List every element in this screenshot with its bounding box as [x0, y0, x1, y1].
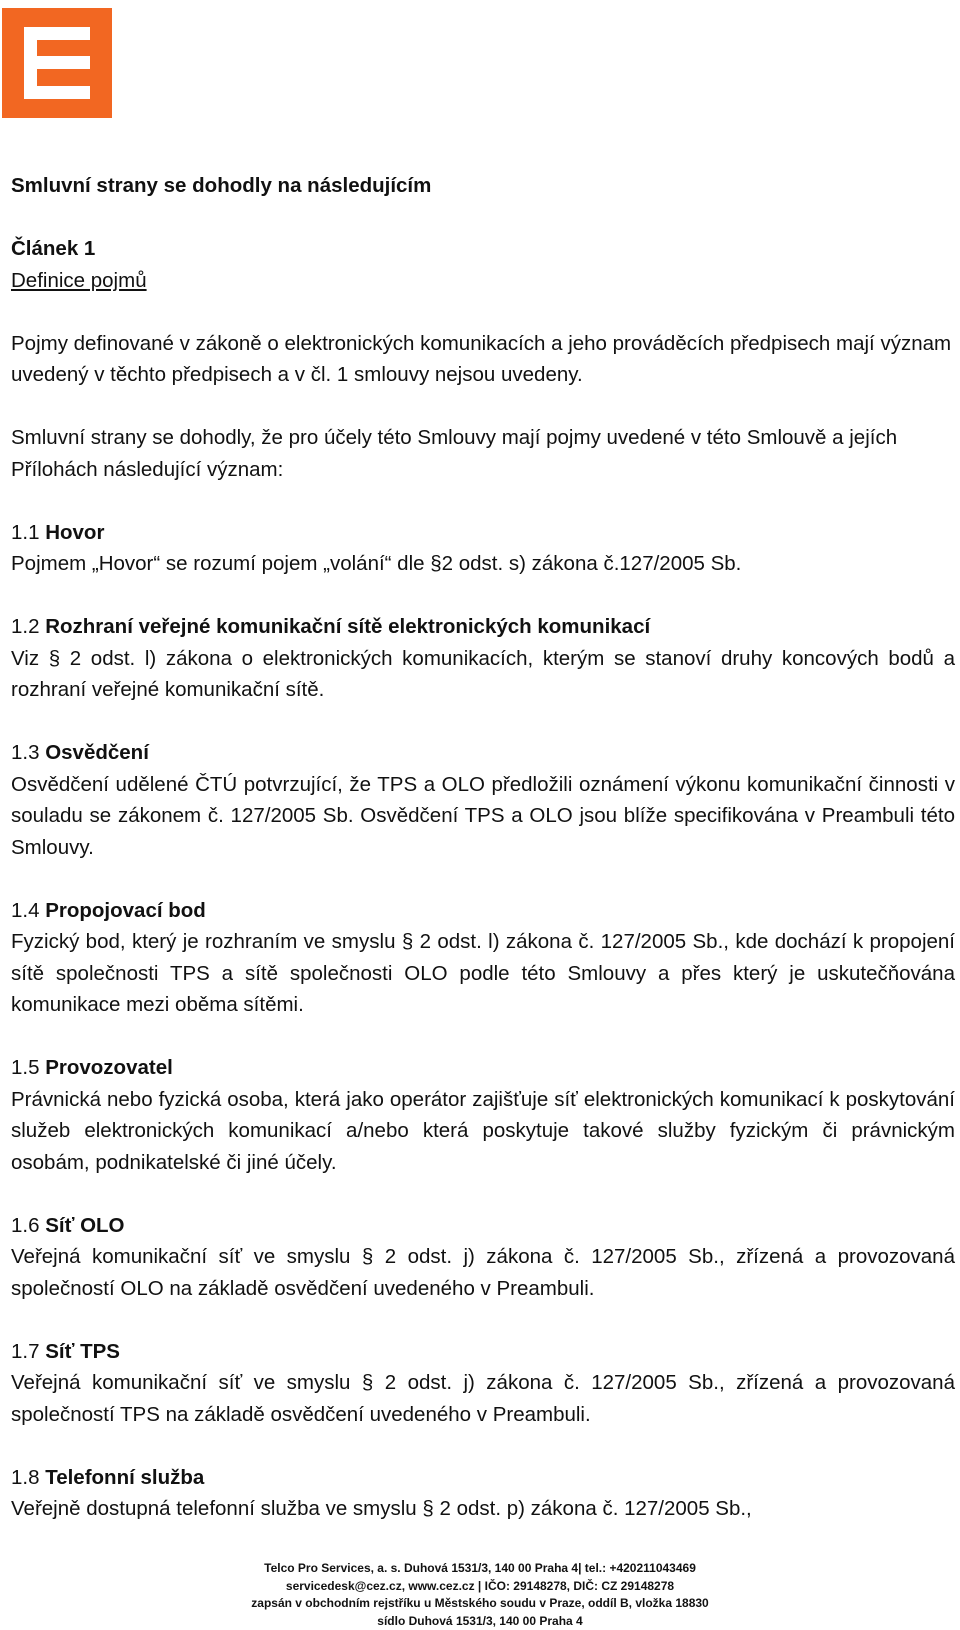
definition-number: 1.8: [11, 1465, 40, 1489]
definition-text: Fyzický bod, který je rozhraním ve smyslu § 2 odst. l) zákona č. 127/2005 Sb., kde dochází k propojení sítě společnosti TPS a sítě společnosti OLO podle této Smlouvy a přes který je uskutečňována komunikace mezi oběma sítěmi.: [11, 930, 955, 1016]
definition-term: Síť TPS: [45, 1339, 120, 1363]
definition-term: Telefonní služba: [45, 1465, 205, 1489]
definition-text: Osvědčení udělené ČTÚ potvrzující, že TPS a OLO předložili oznámení výkonu komunikační činnosti v souladu se zákonem č. 127/2005 Sb. Osvědčení TPS a OLO jsou blíže specifikována v Preambuli této Smlouvy.: [11, 772, 955, 859]
definition-term: Hovor: [45, 520, 105, 544]
article-paragraph-2: Smluvní strany se dohodly, že pro účely této Smlouvy mají pojmy uvedené v této Smlouvě a jejích Přílohách následující význam:: [11, 426, 898, 481]
definition-term: Provozovatel: [45, 1056, 173, 1079]
article-paragraph-1: Pojmy definované v zákoně o elektronických komunikacích a jeho prováděcích předpisech mají význam uvedený v těchto předpisech a v čl. 1 smlouvy nejsou uvedeny.: [11, 331, 952, 386]
page-footer: [0, 1560, 960, 1630]
document-body: [11, 170, 955, 1525]
intro-title: Smluvní strany se dohodly na následujícím: [11, 174, 432, 197]
definition-term: Osvědčení: [45, 741, 149, 764]
definition-number: 1.5: [11, 1056, 40, 1079]
definition-1-1: [11, 517, 955, 580]
definition-term: Síť OLO: [45, 1213, 125, 1237]
definition-1-4: [11, 895, 955, 1021]
definition-number: 1.6: [11, 1213, 40, 1237]
definition-text: Veřejná komunikační síť ve smyslu § 2 odst. j) zákona č. 127/2005 Sb., zřízená a provozovaná společností TPS na základě osvědčení uvedeného v Preambuli.: [11, 1371, 955, 1426]
definition-number: 1.4: [11, 898, 40, 922]
article-number: Článek 1: [11, 237, 96, 260]
definition-1-6: [11, 1210, 955, 1305]
article-subtitle: Definice pojmů: [11, 268, 147, 292]
footer-line-seat: sídlo Duhová 1531/3, 140 00 Praha 4: [377, 1613, 583, 1628]
definition-1-8: [11, 1462, 955, 1525]
definition-text: Právnická nebo fyzická osoba, která jako operátor zajišťuje síť elektronických komunikací k poskytování služeb elektronických komunikací a/nebo která poskytuje takové služby fyzickým či právnickým osobám, podnikatelské či jiné účely.: [11, 1087, 955, 1174]
footer-line-contact: servicedesk@cez.cz, www.cez.cz | IČO: 29148278, DIČ: CZ 29148278: [285, 1578, 675, 1593]
definition-number: 1.2: [11, 615, 40, 638]
definition-number: 1.1: [11, 520, 40, 544]
definition-number: 1.7: [11, 1339, 40, 1363]
definition-text: Veřejně dostupná telefonní služba ve smyslu § 2 odst. p) zákona č. 127/2005 Sb.,: [11, 1497, 752, 1520]
definition-text: Viz § 2 odst. l) zákona o elektronických komunikacích, kterým se stanoví druhy koncových bodů a rozhraní veřejné komunikační sítě.: [11, 646, 955, 701]
footer-line-company: Telco Pro Services, a. s. Duhová 1531/3, 140 00 Praha 4| tel.: +420211043469: [264, 1561, 696, 1575]
cez-logo: [2, 8, 112, 118]
definition-term: Propojovací bod: [45, 898, 206, 922]
definition-1-5: [11, 1052, 955, 1178]
definition-1-7: [11, 1336, 955, 1431]
definition-term: Rozhraní veřejné komunikační sítě elektronických komunikací: [45, 615, 651, 638]
definition-1-2: [11, 611, 955, 706]
definition-text: Pojmem „Hovor“ se rozumí pojem „volání“ dle §2 odst. s) zákona č.127/2005 Sb.: [11, 552, 742, 575]
definition-1-3: [11, 737, 955, 863]
definition-text: Veřejná komunikační síť ve smyslu § 2 odst. j) zákona č. 127/2005 Sb., zřízená a provozovaná společností OLO na základě osvědčení uvedeného v Preambuli.: [11, 1245, 955, 1300]
definition-number: 1.3: [11, 741, 40, 764]
footer-line-registry: zapsán v obchodním rejstříku u Městského soudu v Praze, oddíl B, vložka 18830: [251, 1596, 709, 1610]
